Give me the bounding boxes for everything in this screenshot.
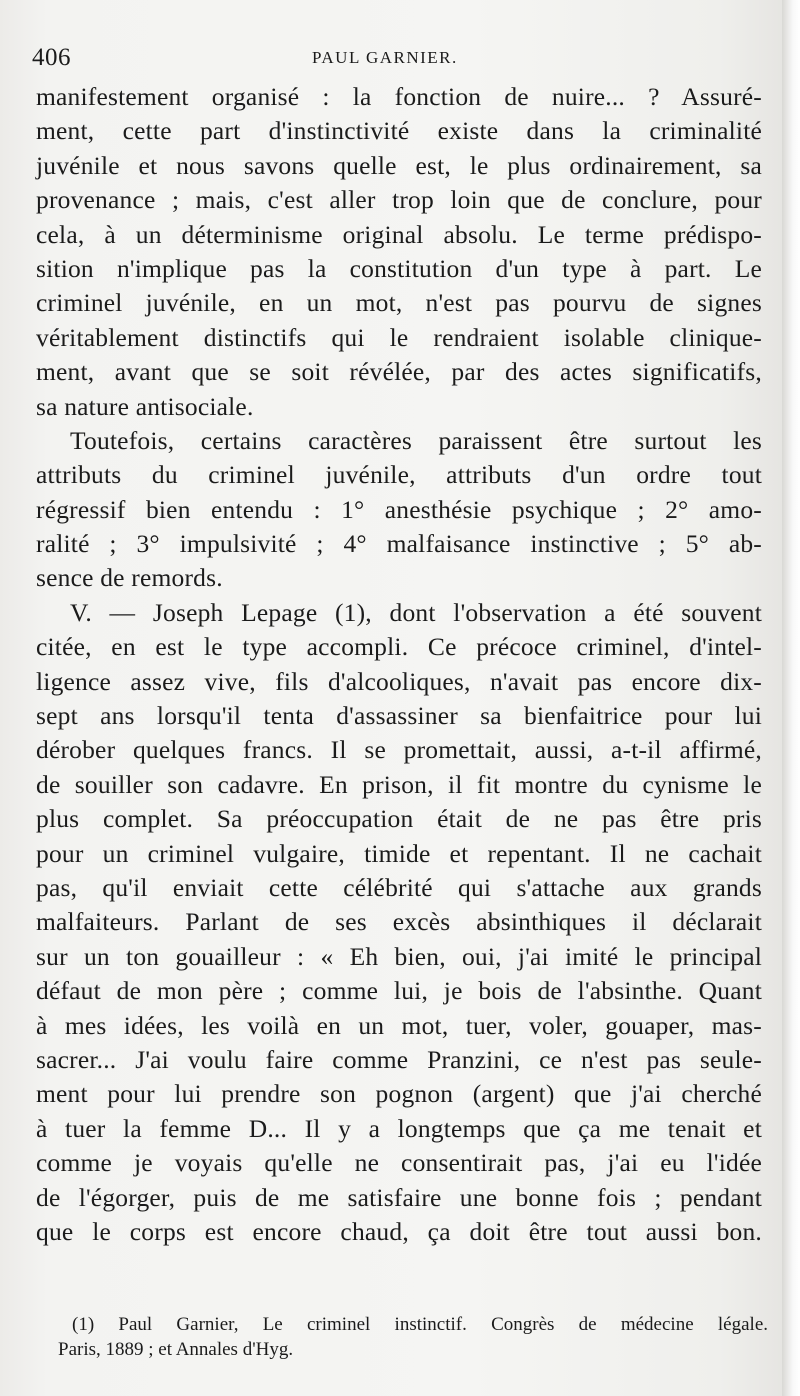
text-line: comme je voyais qu'elle ne consentirait pas, j'ai eu l'idée	[36, 1148, 762, 1178]
page-edge	[782, 0, 800, 1396]
text-line: ment pour lui prendre son pognon (argent) que j'ai cherché	[36, 1079, 762, 1109]
text-line: V. — Joseph Lepage (1), dont l'observation a été souvent	[70, 597, 762, 627]
text-line: citée, en est le type accompli. Ce précoce criminel, d'intel-	[36, 632, 762, 662]
paragraph-1	[36, 80, 762, 424]
page-number: 406	[32, 44, 71, 71]
text-line: juvénile et nous savons quelle est, le plus ordinairement, sa	[36, 150, 762, 180]
text-line: sition n'implique pas la constitution d'un type à part. Le	[36, 253, 762, 283]
text-line: plus complet. Sa préoccupation était de ne pas être pris	[36, 804, 762, 834]
text-line: provenance ; mais, c'est aller trop loin que de conclure, pour	[36, 185, 762, 215]
page-header	[0, 44, 782, 74]
text-line: malfaiteurs. Parlant de ses excès absinthiques il déclarait	[36, 907, 762, 937]
text-line: pour un criminel vulgaire, timide et repentant. Il ne cachait	[36, 838, 762, 868]
text-line: que le corps est encore chaud, ça doit être tout aussi bon.	[36, 1216, 762, 1246]
text-line: manifestement organisé : la fonction de nuire... ? Assuré-	[36, 82, 762, 111]
text-line: sept ans lorsqu'il tenta d'assassiner sa bienfaitrice pour lui	[36, 701, 762, 731]
text-line: véritablement distinctifs qui le rendraient isolable clinique-	[36, 322, 762, 352]
text-line: sa nature antisociale.	[36, 391, 254, 421]
text-line: sence de remords.	[36, 563, 223, 593]
text-line: de l'égorger, puis de me satisfaire une bonne fois ; pendant	[36, 1182, 762, 1212]
body-text	[36, 80, 762, 1249]
text-line: cela, à un déterminisme original absolu. Le terme prédispo-	[36, 219, 762, 249]
footnote-line: Paris, 1889 ; et Annales d'Hyg.	[58, 1339, 294, 1360]
text-line: ment, avant que se soit révélée, par des actes significatifs,	[36, 357, 762, 387]
text-line: Toutefois, certains caractères paraissent être surtout les	[70, 425, 762, 455]
text-line: criminel juvénile, en un mot, n'est pas pourvu de signes	[36, 288, 762, 318]
text-line: ment, cette part d'instinctivité existe dans la criminalité	[36, 116, 762, 146]
text-line: dérober quelques francs. Il se promettait, aussi, a-t-il affirmé,	[36, 735, 762, 765]
text-line: ligence assez vive, fils d'alcooliques, n'avait pas encore dix-	[36, 666, 762, 696]
text-line: à tuer la femme D... Il y a longtemps que ça me tenait et	[36, 1113, 762, 1143]
text-line: attributs du criminel juvénile, attributs d'un ordre tout	[36, 460, 762, 490]
text-line: de souiller son cadavre. En prison, il fit montre du cynisme le	[36, 769, 762, 799]
paragraph-3	[36, 596, 762, 1249]
text-line: sur un ton gouailleur : « Eh bien, oui, j'ai imité le principal	[36, 941, 762, 971]
running-head: PAUL GARNIER.	[312, 48, 458, 67]
text-line: défaut de mon père ; comme lui, je bois de l'absinthe. Quant	[36, 976, 762, 1006]
text-line: sacrer... J'ai voulu faire comme Pranzini, ce n'est pas seule-	[36, 1044, 762, 1074]
text-line: à mes idées, les voilà en un mot, tuer, voler, gouaper, mas-	[36, 1010, 762, 1040]
footnote-line: (1) Paul Garnier, Le criminel instinctif. Congrès de médecine légale.	[72, 1314, 768, 1335]
text-line: régressif bien entendu : 1° anesthésie psychique ; 2° amo-	[36, 494, 762, 524]
paragraph-2	[36, 424, 762, 596]
text-line: pas, qu'il enviait cette célébrité qui s'attache aux grands	[36, 872, 762, 902]
footnote	[58, 1312, 768, 1362]
text-line: ralité ; 3° impulsivité ; 4° malfaisance instinctive ; 5° ab-	[36, 529, 762, 559]
